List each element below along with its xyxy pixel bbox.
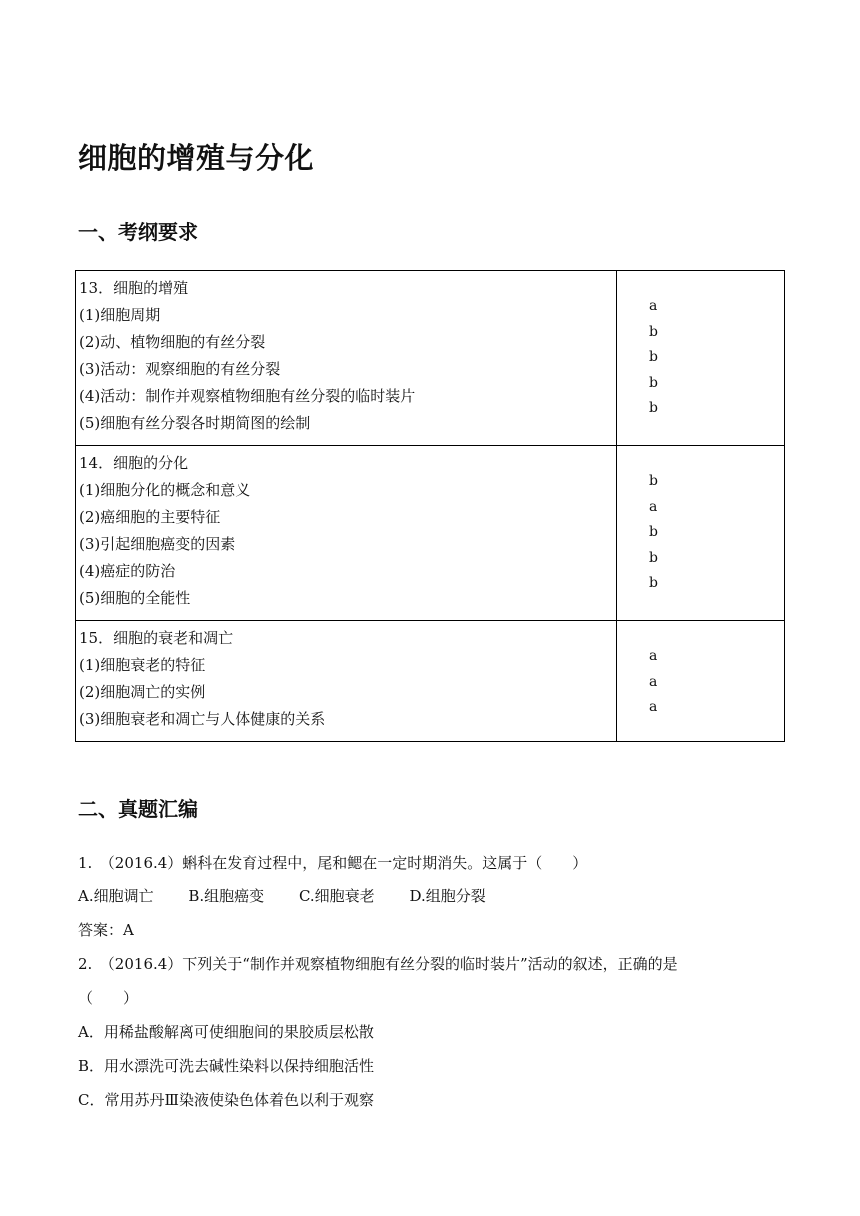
topic-cell (76, 446, 617, 621)
topic-cell (76, 271, 617, 446)
syllabus-table (75, 270, 785, 742)
topic-item: (2)细胞凋亡的实例 (79, 683, 206, 701)
topic-heading: 13．细胞的增殖 (79, 279, 189, 297)
topic-item: (1)细胞衰老的特征 (79, 656, 206, 674)
level-cell (617, 621, 785, 742)
level-mark: b (649, 524, 658, 540)
topic-cell (76, 621, 617, 742)
level-mark: b (649, 374, 658, 391)
topic-item: (3)细胞衰老和凋亡与人体健康的关系 (79, 710, 326, 728)
topic-heading: 14．细胞的分化 (79, 454, 189, 472)
section-heading-exam-questions: 二、真题汇编 (78, 797, 198, 821)
question-2-stem: 2. （2016.4）下列关于“制作并观察植物细胞有丝分裂的临时装片”活动的叙述，正确的是 (78, 955, 678, 973)
table-row (76, 621, 785, 742)
level-mark: b (649, 575, 658, 591)
question-1-stem: 1. （2016.4）蝌科在发育过程中，尾和鳃在一定时期消失。这属于（ ） (78, 854, 588, 872)
level-mark: a (649, 699, 658, 715)
topic-item: (3)活动：观察细胞的有丝分裂 (79, 360, 281, 378)
option-d: D.组胞分裂 (409, 887, 486, 905)
section-heading-syllabus: 一、考纲要求 (78, 220, 198, 244)
level-mark: b (649, 349, 658, 365)
level-mark: b (649, 473, 658, 489)
topic-item: (1)细胞分化的概念和意义 (79, 481, 251, 499)
level-mark: a (649, 648, 658, 664)
question-1-answer: 答案：A (78, 921, 134, 939)
question-1-options (78, 885, 516, 907)
option-c: C.细胞衰老 (298, 887, 375, 905)
level-mark: a (649, 673, 658, 690)
level-mark: b (649, 400, 658, 416)
level-cell (617, 271, 785, 446)
option-b: B．用水漂洗可洗去碱性染料以保持细胞活性 (78, 1057, 375, 1075)
topic-item: (5)细胞有丝分裂各时期简图的绘制 (79, 414, 311, 432)
topic-item: (1)细胞周期 (79, 306, 161, 324)
topic-heading: 15．细胞的衰老和凋亡 (79, 629, 234, 647)
question-2-stem-continued: （ ） (78, 989, 139, 1007)
level-mark: b (649, 323, 658, 340)
topic-item: (5)细胞的全能性 (79, 589, 191, 607)
page-title: 细胞的增殖与分化 (78, 141, 315, 175)
table-row (76, 446, 785, 621)
level-mark: a (649, 498, 658, 515)
topic-item: (3)引起细胞癌变的因素 (79, 535, 236, 553)
option-a: A．用稀盐酸解离可使细胞间的果胶质层松散 (78, 1023, 374, 1041)
table-row (76, 271, 785, 446)
option-a: A.细胞调亡 (78, 887, 154, 905)
topic-item: (4)活动：制作并观察植物细胞有丝分裂的临时装片 (79, 387, 416, 405)
level-cell (617, 446, 785, 621)
option-c: C．常用苏丹Ⅲ染液使染色体着色以利于观察 (78, 1091, 374, 1109)
topic-item: (2)动、植物细胞的有丝分裂 (79, 333, 266, 351)
topic-item: (4)癌症的防治 (79, 562, 176, 580)
level-mark: b (649, 549, 658, 566)
topic-item: (2)癌细胞的主要特征 (79, 508, 221, 526)
level-mark: a (649, 298, 658, 314)
option-b: B.组胞癌变 (188, 887, 265, 905)
